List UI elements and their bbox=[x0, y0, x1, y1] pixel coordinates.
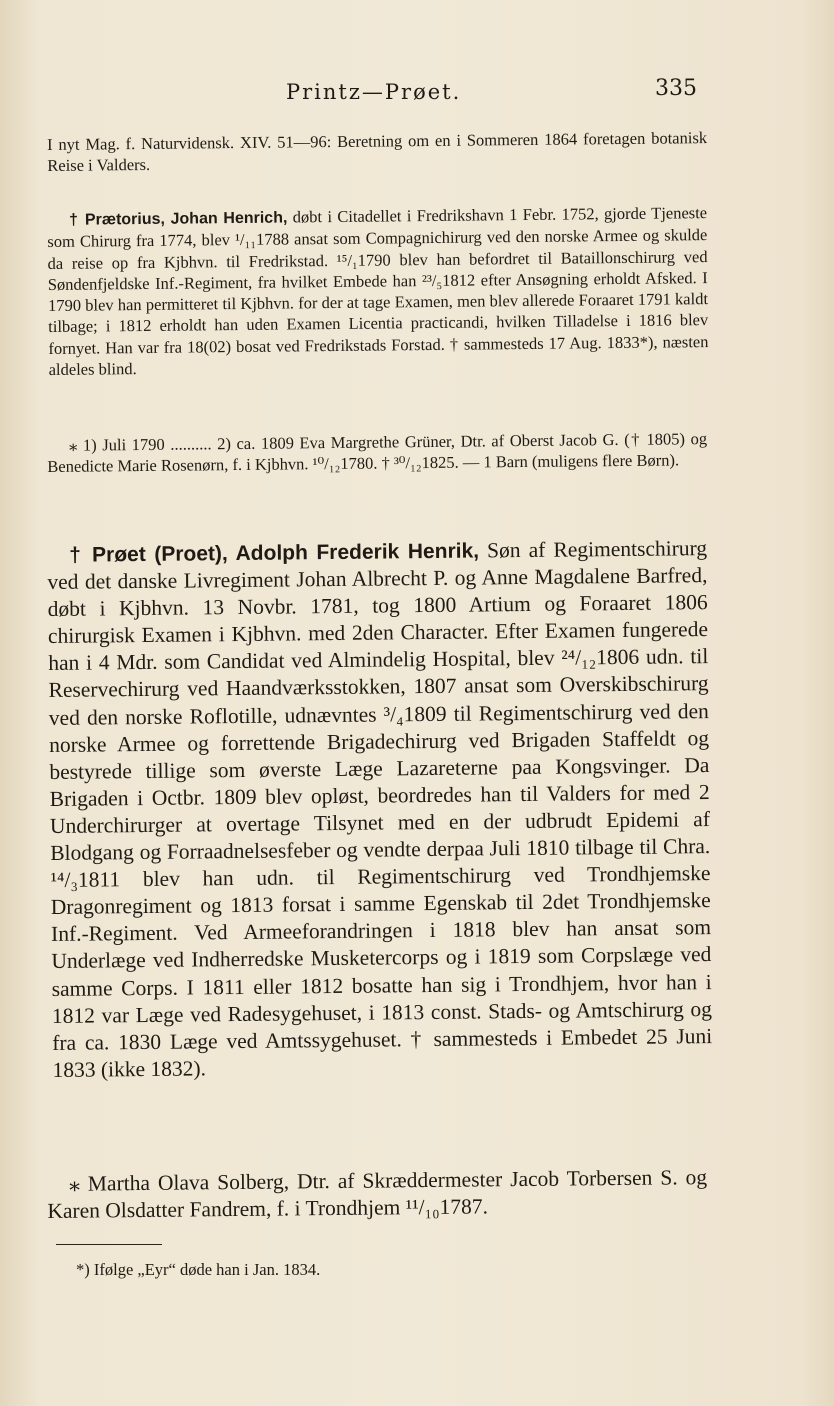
page-header bbox=[0, 74, 834, 114]
running-head: Printz—Prøet. bbox=[286, 80, 462, 104]
proet-heading: † Prøet (Proet), Adolph Frederik Henrik, bbox=[69, 539, 480, 567]
proet-marriage: ⁎ Martha Olava Solberg, Dtr. af Skræddermester Jacob Torbersen S. og Karen Olsdatter Fandrem, f. i Trondhjem ¹¹/₁₀1787. bbox=[47, 1165, 708, 1224]
praetorius-entry bbox=[47, 202, 709, 380]
footnote: *) Ifølge „Eyr“ døde han i Jan. 1834. bbox=[76, 1260, 321, 1279]
praetorius-heading: † Prætorius, Johan Henrich, bbox=[69, 209, 288, 229]
praetorius-body: døbt i Citadellet i Fredrikshavn 1 Febr. 1752, gjorde Tjeneste som Chirurg fra 1774, blev ¹/₁₁1788 ansat som Compagnichirurg ved den norske Armee og skulde da reise op fra Kjbhvn. til Fredrikstad. ¹⁵/₁1790 blev han befordret til Bataillonschirurg ved Søndenfjeldske Inf.-Regiment, fra hvilket Embede han ²³/₅1812 efter Ansøgning erholdt Afsked. I 1790 blev han permitteret til Kjbhvn. for der at tage Examen, men blev allerede Foraaret 1791 kaldt tilbage; i 1812 erholdt han uden Examen Licentia practicandi, hvilken Tilladelse i 1816 blev fornyet. Han var fra 18(02) bosat ved Fredrikstads Forstad. † sammesteds 17 Aug. 1833*), næsten aldeles blind. bbox=[47, 203, 709, 380]
praetorius-marriage: ⁎ 1) Juli 1790 .......... 2) ca. 1809 Eva Margrethe Grüner, Dtr. af Oberst Jacob G. († 1805) og Benedicte Marie Rosenørn, f. i Kjbhvn. ¹⁰/₁₂1780. † ³⁰/₁₂1825. — 1 Barn (muligens flere Børn). bbox=[47, 429, 708, 477]
proet-body: Søn af Regimentschirurg ved det danske Livregiment Johan Albrecht P. og Anne Magdalene Barfred, døbt i Kjbhvn. 13 Novbr. 1781, tog 1800 Artium og Foraaret 1806 chirurgisk Examen i Kjbhvn. med 2den Character. Efter Examen fungerede han i 4 Mdr. som Candidat ved Almindelig Hospital, blev ²⁴/₁₂1806 udn. til Reservechirurg ved Haandværksstokken, 1807 ansat som Overskibschirurg ved den norske Roflotille, udnævntes ³/₄1809 til Regimentschirurg ved den norske Armee og forrettende Brigadechirurg ved Brigaden Staffeldt og bestyrede tillige som øverste Læge Lazareterne paa Kongsvinger. Da Brigaden i Octbr. 1809 blev opløst, beordredes han til Valders for med 2 Underchirurger at overtage Tilsynet med en der udbrudt Epidemi af Blodgang og Forraadnelsesfeber og vendte derpaa Juli 1810 tilbage til Chra. ¹⁴/₃1811 blev han udn. til Regimentschirurg ved Trondhjemske Dragonregiment og 1813 forsat i samme Egenskab til 2det Trondhjemske Inf.-Regiment. Ved Armeeforandringen i 1818 blev han ansat som Underlæge ved Indherredske Musketercorps og i 1819 som Corpslæge ved samme Corps. I 1811 eller 1812 bosatte han sig i Trondhjem, hvor han i 1812 var Læge ved Radesygehuset, i 1813 const. Stads- og Amtschirurg og fra ca. 1830 Læge ved Amtssygehuset. † sammesteds i Embedet 25 Juni 1833 (ikke 1832). bbox=[47, 536, 713, 1082]
footnote-rule bbox=[56, 1244, 162, 1245]
page-number: 335 bbox=[655, 76, 697, 101]
intro-paragraph: I nyt Mag. f. Naturvidensk. XIV. 51—96: Beretning om en i Sommeren 1864 foretagen botanisk Reise i Valders. bbox=[47, 128, 708, 176]
proet-entry bbox=[47, 535, 713, 1084]
